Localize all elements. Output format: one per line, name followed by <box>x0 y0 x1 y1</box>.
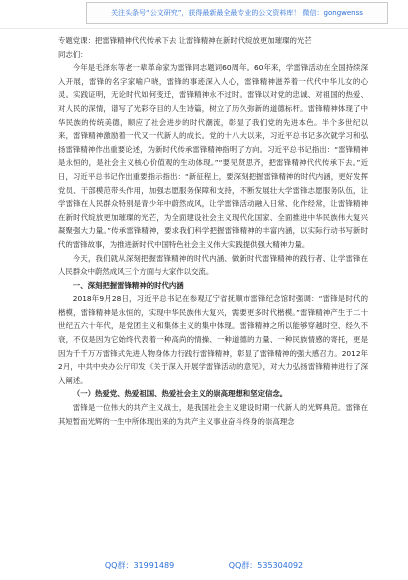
sub-title-1: （一）热爱党、热爱祖国、热爱社会主义的崇高理想和坚定信念。 <box>72 389 288 399</box>
intro-paragraph-1: 今年是毛泽东等老一辈革命家为雷锋同志题词60周年。60年来，学雷锋活动在全国持续深入开展，雷锋的名字家喻户晓，雷锋的事迹深入人心，雷锋精神滋养着一代代中华儿女的心灵。实践证明，无论时代如何变迁，雷锋精神永不过时。雷锋以对党的忠诚、对祖国的热爱、对人民的深情，谱写了光彩夺目的人生诗篇，树立了历久弥新的道德标杆。雷锋精神体现了中华民族的传统美德，顺应了社会进步的时代潮流，彰显了我们党的先进本色。半个多世纪以来，雷锋精神激励着一代又一代新人的成长。党的十八大以来，习近平总书记多次就学习和弘扬雷锋精神作出重要论述，为新时代传承雷锋精神指明了方向。习近平总书记指出：“雷锋精神是永恒的，是社会主义核心价值观的生动体现。”“要见贤思齐，把雷锋精神代代传承下去。”近日，习近平总书记作出重要指示指出：“新征程上，要深刻把握雷锋精神的时代内涵，更好发挥党员、干部模范带头作用，加强志愿服务保障和支持，不断发展壮大学雷锋志愿服务队伍，让学雷锋在人民群众特别是青少年中蔚然成风，让学雷锋活动融入日常、化作经常，让雷锋精神在新时代绽放更加璀璨的光芒，为全面建设社会主义现代化国家、全面推进中华民族伟大复兴凝聚强大力量。”传承雷锋精神，要求我们科学把握雷锋精神的丰富内涵，以实际行动书写新时代的雷锋故事，为推进新时代中国特色社会主义伟大实践提供强大精神力量。 <box>58 63 368 249</box>
salutation: 同志们： <box>58 49 88 59</box>
top-promo-banner: 关注头条号“公文研究”，获得最新最全最专业的公文资料库！ 微信：gongwenss <box>86 2 388 24</box>
section-paragraph-1: 2018年9月28日，习近平总书记在参观辽宁省抚顺市雷锋纪念馆时强调：“雷锋是时代的楷模，雷锋精神是永恒的，实现中华民族伟大复兴，需要更多时代楷模。”雷锋精神产生于二十世纪五六十年代，是党团主义和集体主义的集中体现。雷锋精神之所以能够穿越时空、经久不衰，不仅是因为它始终代表着一种高尚的情操、一种道德的力量、一种民族情感的寄托，更是因为千千万万雷锋式先进人物身体力行践行雷锋精神，彰显了雷锋精神的强大感召力。2012年2月，中共中央办公厅印发《关于深入开展学雷锋活动的意见》，对大力弘扬雷锋精神进行了深入阐述。 <box>58 294 368 385</box>
sub-paragraph-1: 雷锋是一位伟大的共产主义战士，是我国社会主义建设时期一代新人的光辉典范。雷锋在其短暂而光辉的一生中所体现出来的为共产主义事业奋斗终身的崇高理念 <box>58 403 368 426</box>
section-title-1: 一、深刻把握雷锋精神的时代内涵 <box>72 280 184 290</box>
document-body <box>58 34 368 428</box>
qq-group-1: QQ群：31991489 <box>104 561 175 570</box>
header-divider <box>0 28 408 29</box>
document-heading: 专题党课：把雷锋精神代代传承下去 让雷锋精神在新时代绽放更加璀璨的光芒 <box>58 36 312 45</box>
bottom-qq-banner <box>0 554 408 578</box>
intro-paragraph-2: 今天，我们就从深刻把握雷锋精神的时代内涵、做新时代雷锋精神的践行者、让学雷锋在人民群众中蔚然成风三个方面与大家作以交流。 <box>58 253 368 277</box>
qq-group-2: QQ群：535304092 <box>228 561 304 570</box>
